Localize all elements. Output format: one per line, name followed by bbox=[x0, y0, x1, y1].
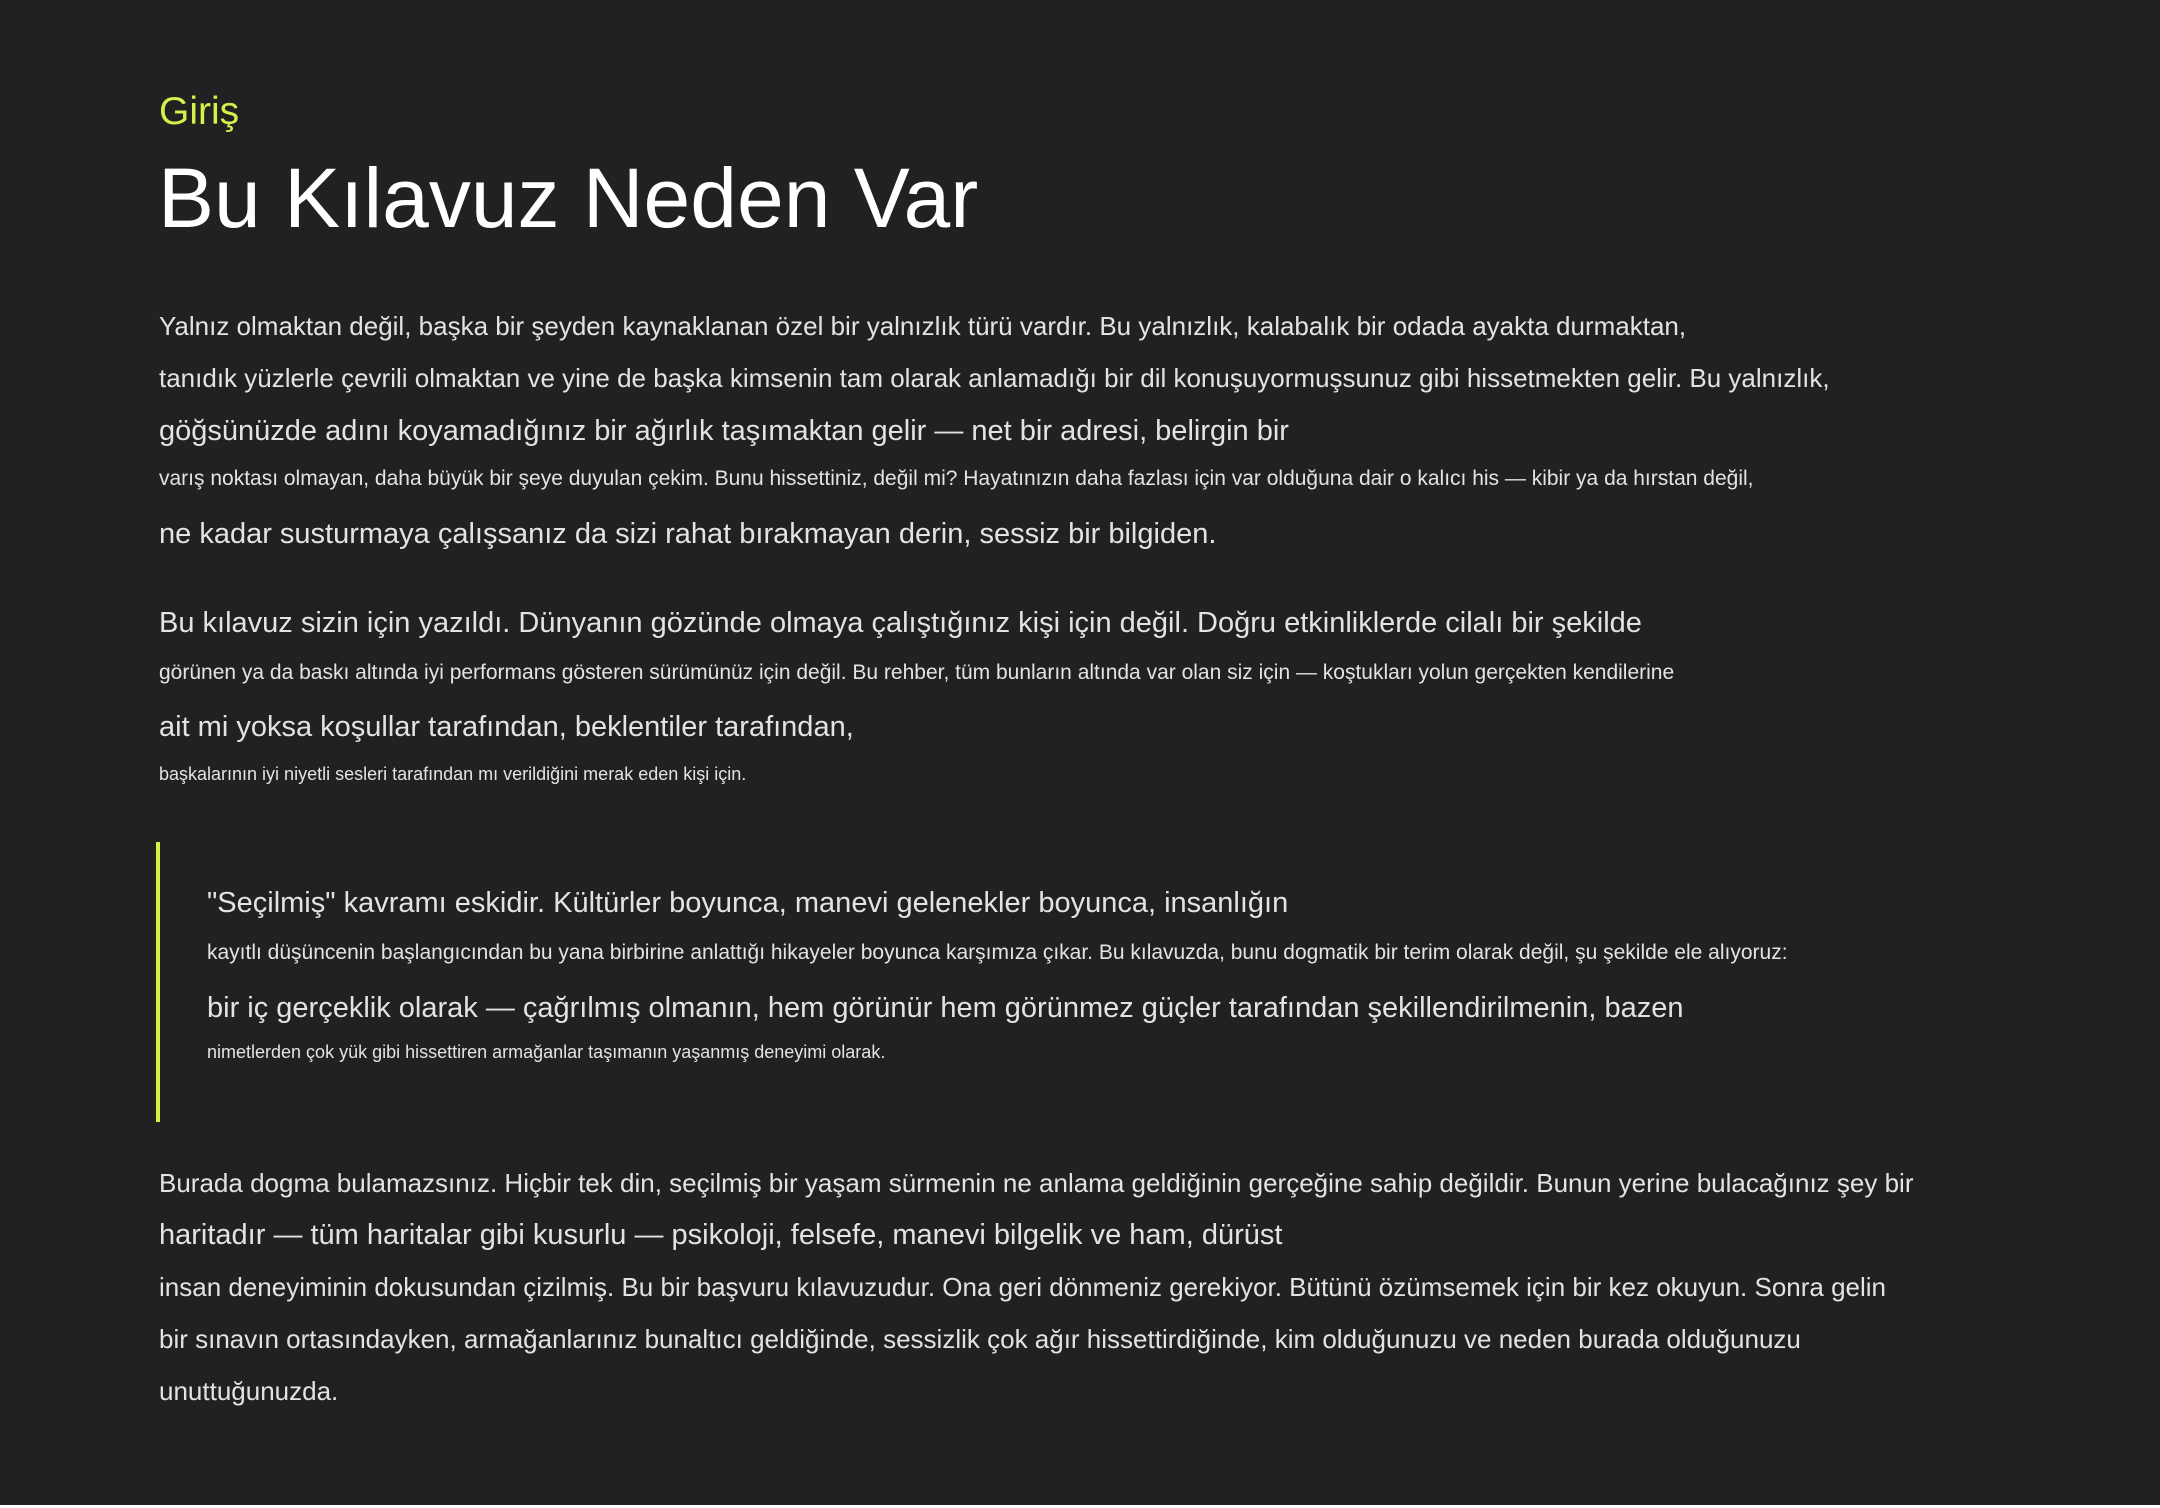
paragraph-line: haritadır — tüm haritalar gibi kusurlu — psikoloji, felsefe, manevi bilgelik ve ham, dürüst bbox=[159, 1219, 1283, 1251]
paragraph-line: ne kadar susturmaya çalışsanız da sizi rahat bırakmayan derin, sessiz bir bilgiden. bbox=[159, 518, 1217, 550]
paragraph-line: görünen ya da baskı altında iyi performans gösteren sürümünüz için değil. Bu rehber, tüm bunların altında var olan siz için — koştukları yolun gerçekten kendilerine bbox=[159, 661, 1675, 684]
paragraph-line: ait mi yoksa koşullar tarafından, beklentiler tarafından, bbox=[159, 711, 854, 743]
paragraph-line: göğsünüzde adını koyamadığınız bir ağırlık taşımaktan gelir — net bir adresi, belirgin bir bbox=[159, 415, 1289, 447]
quote-line: "Seçilmiş" kavramı eskidir. Kültürler boyunca, manevi gelenekler boyunca, insanlığın bbox=[207, 887, 1289, 919]
quote-line: kayıtlı düşüncenin başlangıcından bu yana birbirine anlattığı hikayeler boyunca karşımıza çıkar. Bu kılavuzda, bunu dogmatik bir terim olarak değil, şu şekilde ele alıyoruz: bbox=[207, 941, 1788, 964]
paragraph-line: bir sınavın ortasındayken, armağanlarınız bunaltıcı geldiğinde, sessizlik çok ağır hissettirdiğinde, kim olduğunuzu ve neden burada olduğunuzu bbox=[159, 1324, 1801, 1354]
page-title: Bu Kılavuz Neden Var bbox=[158, 151, 979, 245]
paragraph-line: unuttuğunuzda. bbox=[159, 1376, 339, 1406]
paragraph-line: varış noktası olmayan, daha büyük bir şeye duyulan çekim. Bunu hissettiniz, değil mi? Hayatınızın daha fazlası için var olduğuna dair o kalıcı his — kibir ya da hırstan değil, bbox=[159, 467, 1754, 490]
quote-accent-bar bbox=[156, 842, 160, 1122]
paragraph-line: başkalarının iyi niyetli sesleri tarafından mı verildiğini merak eden kişi için. bbox=[159, 764, 747, 784]
paragraph-line: Yalnız olmaktan değil, başka bir şeyden kaynaklanan özel bir yalnızlık türü vardır. Bu yalnızlık, kalabalık bir odada ayakta durmaktan, bbox=[159, 311, 1687, 341]
quote-line: bir iç gerçeklik olarak — çağrılmış olmanın, hem görünür hem görünmez güçler tarafından şekillendirilmenin, bazen bbox=[207, 992, 1684, 1024]
paragraph-line: Bu kılavuz sizin için yazıldı. Dünyanın gözünde olmaya çalıştığınız kişi için değil. Doğru etkinliklerde cilalı bir şekilde bbox=[159, 607, 1642, 639]
paragraph-line: Burada dogma bulamazsınız. Hiçbir tek din, seçilmiş bir yaşam sürmenin ne anlama geldiğinin gerçeğine sahip değildir. Bunun yerine bulacağınız şey bir bbox=[159, 1168, 1914, 1198]
paragraph-line: insan deneyiminin dokusundan çizilmiş. Bu bir başvuru kılavuzudur. Ona geri dönmeniz gerekiyor. Bütünü özümsemek için bir kez okuyun. Sonra gelin bbox=[159, 1272, 1887, 1302]
section-eyebrow: Giriş bbox=[159, 90, 240, 133]
paragraph-line: tanıdık yüzlerle çevrili olmaktan ve yine de başka kimsenin tam olarak anlamadığı bir dil konuşuyormuşsunuz gibi hissetmekten gelir. Bu yalnızlık, bbox=[159, 363, 1830, 393]
quote-line: nimetlerden çok yük gibi hissettiren armağanlar taşımanın yaşanmış deneyimi olarak. bbox=[207, 1042, 886, 1062]
